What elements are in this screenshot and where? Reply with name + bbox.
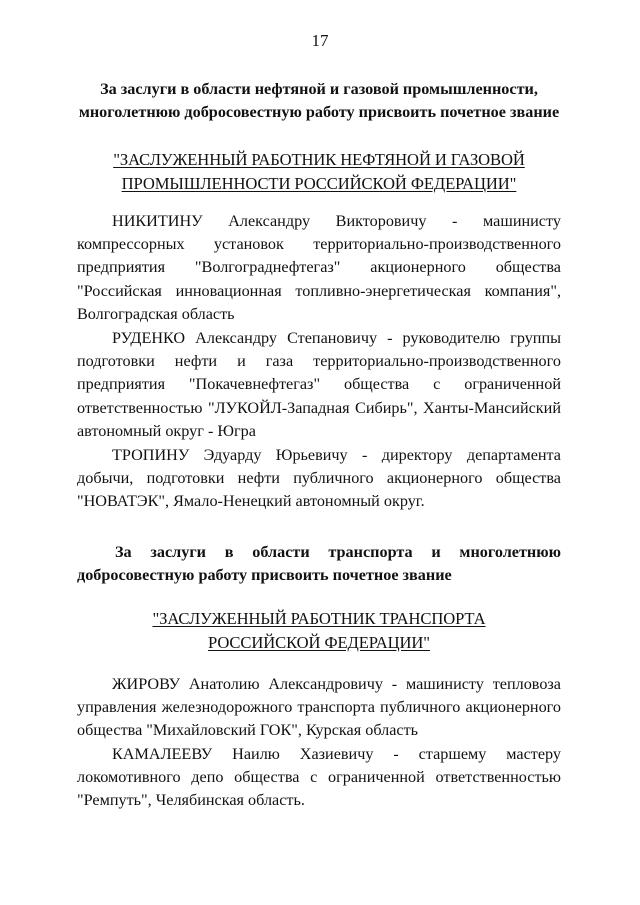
text-line: локомотивного депо общества с ограниченной ответственностью	[77, 768, 561, 787]
text-line: управления железнодорожного транспорта публичного акционерного	[77, 698, 561, 717]
intro-line: За заслуги в области нефтяной и газовой промышленности,	[100, 80, 538, 98]
text-line	[77, 743, 561, 766]
text-line: "Российская инновационная топливно-энергетическая компания",	[77, 281, 561, 300]
word: газа	[265, 352, 294, 371]
word: компрессорных	[77, 235, 185, 254]
text-line: ответственностью "ЛУКОЙЛ-Западная Сибирь", Ханты-Мансийский	[77, 398, 561, 417]
word: Хазиевичу	[299, 745, 374, 763]
word: и	[431, 543, 441, 561]
word: территориально-производственного	[313, 235, 561, 254]
word: предприятия	[77, 258, 166, 277]
page-number: 17	[311, 31, 329, 50]
recipient-entry-nikitin	[77, 210, 561, 326]
recipient-entry-kamaleev	[77, 743, 561, 813]
title-line: ПРОМЫШЛЕННОСТИ РОССИЙСКОЙ ФЕДЕРАЦИИ"	[121, 173, 517, 193]
title-line: "ЗАСЛУЖЕННЫЙ РАБОТНИК НЕФТЯНОЙ И ГАЗОВОЙ	[113, 150, 525, 169]
word: акционерного	[370, 258, 466, 277]
word: машинисту	[483, 212, 561, 230]
text-line: автономный округ - Югра	[77, 421, 256, 440]
word: подготовки	[77, 352, 155, 371]
word: Викторовичу	[335, 212, 427, 230]
word: и	[237, 352, 246, 371]
word: области	[252, 543, 310, 561]
word: территориально-производственного	[313, 352, 561, 371]
text-line: РУДЕНКО Александру Степановичу - руководителю группы	[112, 329, 561, 347]
word: старшему	[418, 745, 487, 763]
word: нефти	[174, 352, 218, 371]
title-line: "ЗАСЛУЖЕННЫЙ РАБОТНИК ТРАНСПОРТА	[152, 609, 486, 628]
text-line: "НОВАТЭК", Ямало-Ненецкий автономный округ.	[77, 492, 425, 511]
word: транспорта	[328, 543, 413, 561]
word: "Волгограднефтегаз"	[194, 258, 341, 277]
text-line	[77, 256, 561, 279]
award-intro-transport	[77, 541, 561, 587]
text-line: ТРОПИНУ Эдуарду Юрьевичу - директору департамента	[112, 446, 561, 464]
word: КАМАЛЕЕВУ	[112, 745, 213, 763]
word: предприятия	[77, 375, 166, 394]
text-line	[77, 350, 561, 373]
text-line: "Ремпуть", Челябинская область.	[77, 791, 305, 810]
intro-line	[77, 541, 561, 564]
word: Александру	[228, 212, 311, 230]
award-title-transport	[77, 607, 561, 654]
word: с	[433, 375, 441, 394]
text-line: ЖИРОВУ Анатолию Александровичу - машинисту тепловоза	[112, 675, 561, 693]
title-line: РОССИЙСКОЙ ФЕДЕРАЦИИ"	[208, 632, 430, 652]
text-line	[77, 233, 561, 256]
word: За	[115, 543, 132, 561]
word: ограниченной	[464, 375, 561, 394]
word: общества	[495, 258, 561, 277]
recipient-entry-zhirov	[77, 673, 561, 743]
text-line: общества "Михайловский ГОК", Курская область	[77, 721, 419, 740]
word: "Покачевнефтегаз"	[188, 375, 321, 394]
text-line	[77, 210, 561, 233]
word: -	[452, 212, 458, 230]
award-title-oil-gas	[77, 148, 561, 195]
word: заслуги	[150, 543, 207, 561]
text-line: добычи, подготовки нефти публичного акционерного общества	[77, 469, 561, 488]
word: мастеру	[506, 745, 561, 763]
word: НИКИТИНУ	[112, 212, 203, 230]
word: -	[393, 745, 399, 763]
word: общества	[343, 375, 410, 394]
text-line: Волгоградская область	[77, 304, 235, 323]
recipient-entry-tropin	[77, 444, 561, 514]
text-line	[77, 373, 561, 396]
word: в	[224, 543, 234, 561]
intro-line: добросовестную работу присвоить почетное звание	[77, 566, 452, 584]
award-intro-oil-gas	[77, 78, 561, 124]
recipient-entry-rudenko	[77, 327, 561, 443]
word: установок	[213, 235, 284, 254]
intro-line: многолетнюю добросовестную работу присвоить почетное звание	[78, 103, 560, 121]
word: Наилю	[232, 745, 280, 763]
word: многолетнюю	[459, 543, 561, 561]
